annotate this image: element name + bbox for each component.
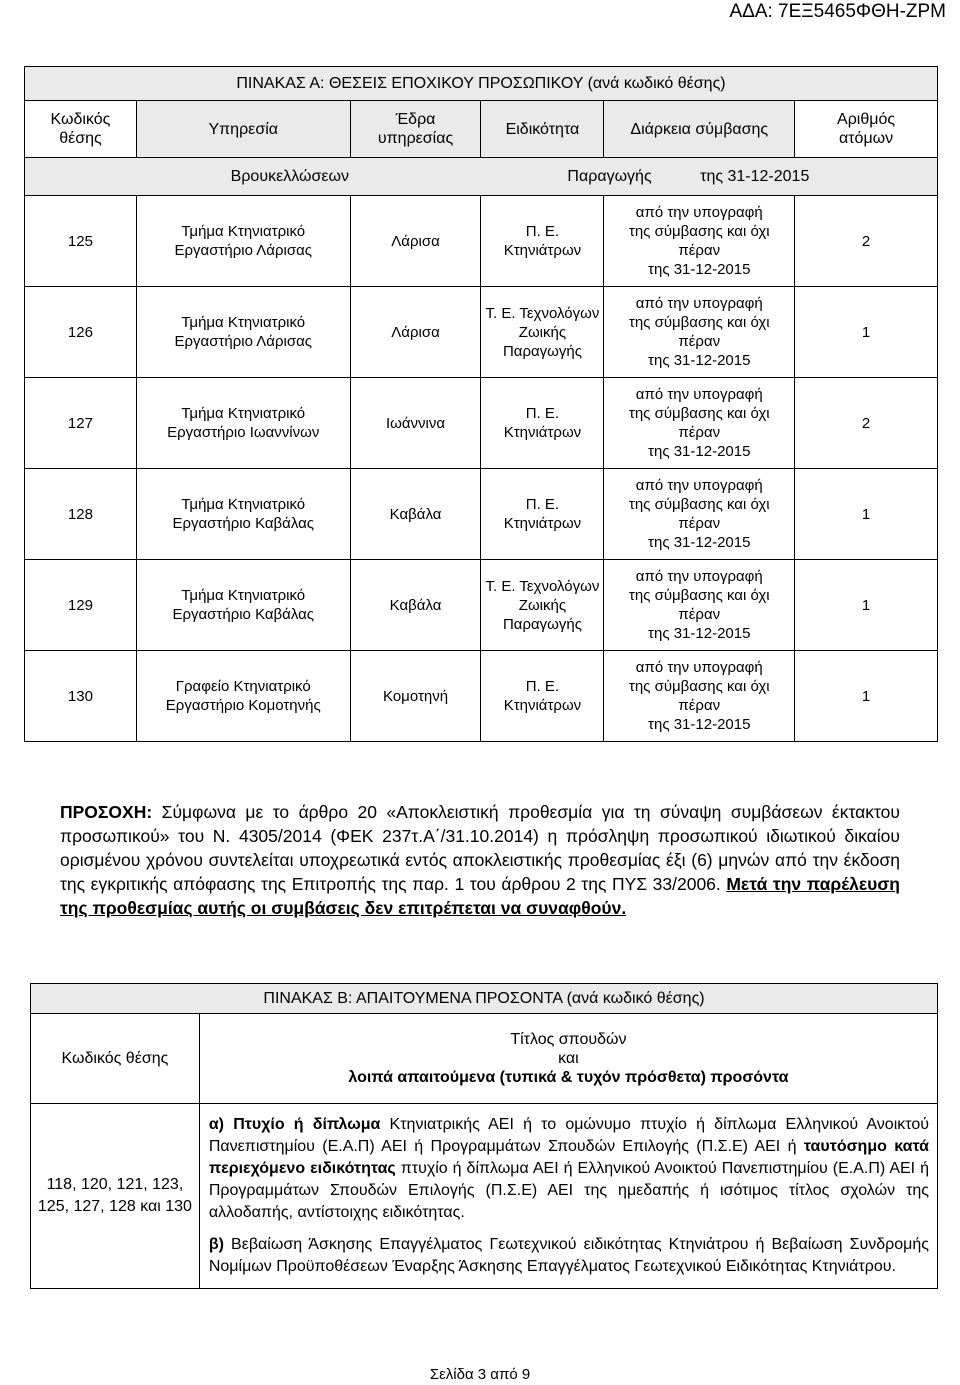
cell-service: Τμήμα Κτηνιατρικό Εργαστήριο Καβάλας — [136, 560, 350, 651]
cell-duration: από την υπογραφή της σύμβασης και όχι πέραν της 31-12-2015 — [604, 196, 795, 287]
cell-service: Τμήμα Κτηνιατρικό Εργαστήριο Ιωαννίνων — [136, 378, 350, 469]
cell-specialty: Π. Ε. Κτηνιάτρων — [481, 378, 604, 469]
table-row — [25, 378, 938, 469]
banner-text-2: Παραγωγής — [567, 168, 652, 185]
table-b — [30, 983, 938, 1289]
notice-body: Σύμφωνα με το άρθρο 20 «Αποκλειστική προθεσμία για τη σύναψη συμβάσεων έκτακτου προσωπικού» του Ν. 4305/2014 (ΦΕΚ 237τ.Α΄/31.10.2014) η πρόσληψη προσωπικού ιδιωτικού δικαίου ορισμένου χρόνου συντελείται υποχρεωτικά εντός αποκλειστικής προθεσμίας έξι (6) μηνών από την έκδοση της εγκριτικής απόφασης της Επιτροπής της παρ. 1 του άρθρου 2 της ΠΥΣ 33/2006. — [60, 802, 900, 894]
cell-seat: Καβάλα — [350, 560, 481, 651]
ada-reference: ΑΔΑ: 7ΕΞ5465ΦΘΗ-ΖΡΜ — [729, 1, 946, 22]
cell-count: 1 — [795, 469, 938, 560]
header-duration: Διάρκεια σύμβασης — [604, 101, 795, 158]
table-row — [25, 651, 938, 742]
cell-duration: από την υπογραφή της σύμβασης και όχι πέραν της 31-12-2015 — [604, 651, 795, 742]
header-code: Κωδικός θέσης — [25, 101, 137, 158]
banner-row — [25, 158, 938, 196]
table-a — [24, 66, 938, 742]
cell-service: Γραφείο Κτηνιατρικό Εργαστήριο Κομοτηνής — [136, 651, 350, 742]
cell-count: 2 — [795, 196, 938, 287]
notice-emphasis: Μετά την παρέλευση της προθεσμίας αυτής οι συμβάσεις δεν επιτρέπεται να συναφθούν. — [60, 874, 900, 918]
cell-specialty: Π. Ε. Κτηνιάτρων — [481, 196, 604, 287]
cell-seat: Καβάλα — [350, 469, 481, 560]
cell-count: 2 — [795, 378, 938, 469]
table-row — [25, 196, 938, 287]
cell-specialty: Π. Ε. Κτηνιάτρων — [481, 651, 604, 742]
cell-duration: από την υπογραφή της σύμβασης και όχι πέραν της 31-12-2015 — [604, 287, 795, 378]
page-number: Σελίδα 3 από 9 — [429, 1366, 531, 1383]
cell-specialty: Τ. Ε. Τεχνολόγων Ζωικής Παραγωγής — [481, 287, 604, 378]
header-count: Αριθμός ατόμων — [795, 101, 938, 158]
cell-code: 127 — [25, 378, 137, 469]
cell-duration: από την υπογραφή της σύμβασης και όχι πέραν της 31-12-2015 — [604, 378, 795, 469]
cell-seat: Λάρισα — [350, 196, 481, 287]
header-qualifications: Τίτλος σπουδών και λοιπά απαιτούμενα (τυπικά & τυχόν πρόσθετα) προσόντα — [199, 1014, 937, 1104]
cell-seat: Κομοτηνή — [350, 651, 481, 742]
header-code-b: Κωδικός θέσης — [31, 1014, 200, 1104]
table-row — [31, 1104, 938, 1289]
cell-seat: Ιωάννινα — [350, 378, 481, 469]
cell-code: 125 — [25, 196, 137, 287]
cell-duration: από την υπογραφή της σύμβασης και όχι πέραν της 31-12-2015 — [604, 560, 795, 651]
table-a-title: ΠΙΝΑΚΑΣ Α: ΘΕΣΕΙΣ ΕΠΟΧΙΚΟΥ ΠΡΟΣΩΠΙΚΟΥ (ανά κωδικό θέσης) — [25, 67, 938, 101]
banner-text-1: Βρουκελλώσεων — [230, 168, 349, 185]
cell-code: 126 — [25, 287, 137, 378]
header-seat: Έδρα υπηρεσίας — [350, 101, 481, 158]
cell-codes: 118, 120, 121, 123, 125, 127, 128 και 130 — [31, 1104, 200, 1289]
table-b-title: ΠΙΝΑΚΑΣ Β: ΑΠΑΙΤΟΥΜΕΝΑ ΠΡΟΣΟΝΤΑ (ανά κωδικό θέσης) — [31, 984, 938, 1014]
cell-specialty: Τ. Ε. Τεχνολόγων Ζωικής Παραγωγής — [481, 560, 604, 651]
qualification-a: α) Πτυχίο ή δίπλωμα Κτηνιατρικής ΑΕΙ ή το ομώνυμο πτυχίο ή δίπλωμα Ελληνικού Ανοικτού Πανεπιστημίου (Ε.Α.Π) ΑΕΙ ή Προγραμμάτων Σπουδών Επιλογής (Π.Σ.Ε) ΑΕΙ ή ταυτόσημο κατά περιεχόμενο ειδικότητας πτυχίο ή δίπλωμα ΑΕΙ ή Ελληνικού Ανοικτού Πανεπιστημίου (Ε.Α.Π) ΑΕΙ ή Προγραμμάτων Σπουδών Επιλογής (Π.Σ.Ε) ΑΕΙ της ημεδαπής ή ισότιμος τίτλος σχολών της αλλοδαπής, αντίστοιχης ειδικότητας. — [208, 1116, 930, 1221]
qualification-b: β) Βεβαίωση Άσκησης Επαγγέλματος Γεωτεχνικού ειδικότητας Κτηνιάτρου ή Βεβαίωση Συνδρομής Νομίμων Προϋποθέσεων Έναρξης Άσκησης Επαγγέλματος Γεωτεχνικού Ειδικότητας Κτηνιάτρου. — [208, 1236, 929, 1275]
cell-code: 130 — [25, 651, 137, 742]
cell-service: Τμήμα Κτηνιατρικό Εργαστήριο Λάρισας — [136, 287, 350, 378]
cell-code: 128 — [25, 469, 137, 560]
banner-text-3: της 31-12-2015 — [700, 168, 810, 185]
header-specialty: Ειδικότητα — [481, 101, 604, 158]
cell-service: Τμήμα Κτηνιατρικό Εργαστήριο Καβάλας — [136, 469, 350, 560]
cell-service: Τμήμα Κτηνιατρικό Εργαστήριο Λάρισας — [136, 196, 350, 287]
cell-specialty: Π. Ε. Κτηνιάτρων — [481, 469, 604, 560]
notice-lead: ΠΡΟΣΟΧΗ: — [60, 802, 153, 822]
cell-seat: Λάρισα — [350, 287, 481, 378]
cell-count: 1 — [795, 651, 938, 742]
cell-count: 1 — [795, 560, 938, 651]
table-row — [25, 469, 938, 560]
cell-duration: από την υπογραφή της σύμβασης και όχι πέραν της 31-12-2015 — [604, 469, 795, 560]
cell-qualifications — [199, 1104, 937, 1289]
table-row — [25, 560, 938, 651]
cell-code: 129 — [25, 560, 137, 651]
cell-count: 1 — [795, 287, 938, 378]
header-service: Υπηρεσία — [136, 101, 350, 158]
table-row — [25, 287, 938, 378]
notice-paragraph — [60, 800, 900, 920]
